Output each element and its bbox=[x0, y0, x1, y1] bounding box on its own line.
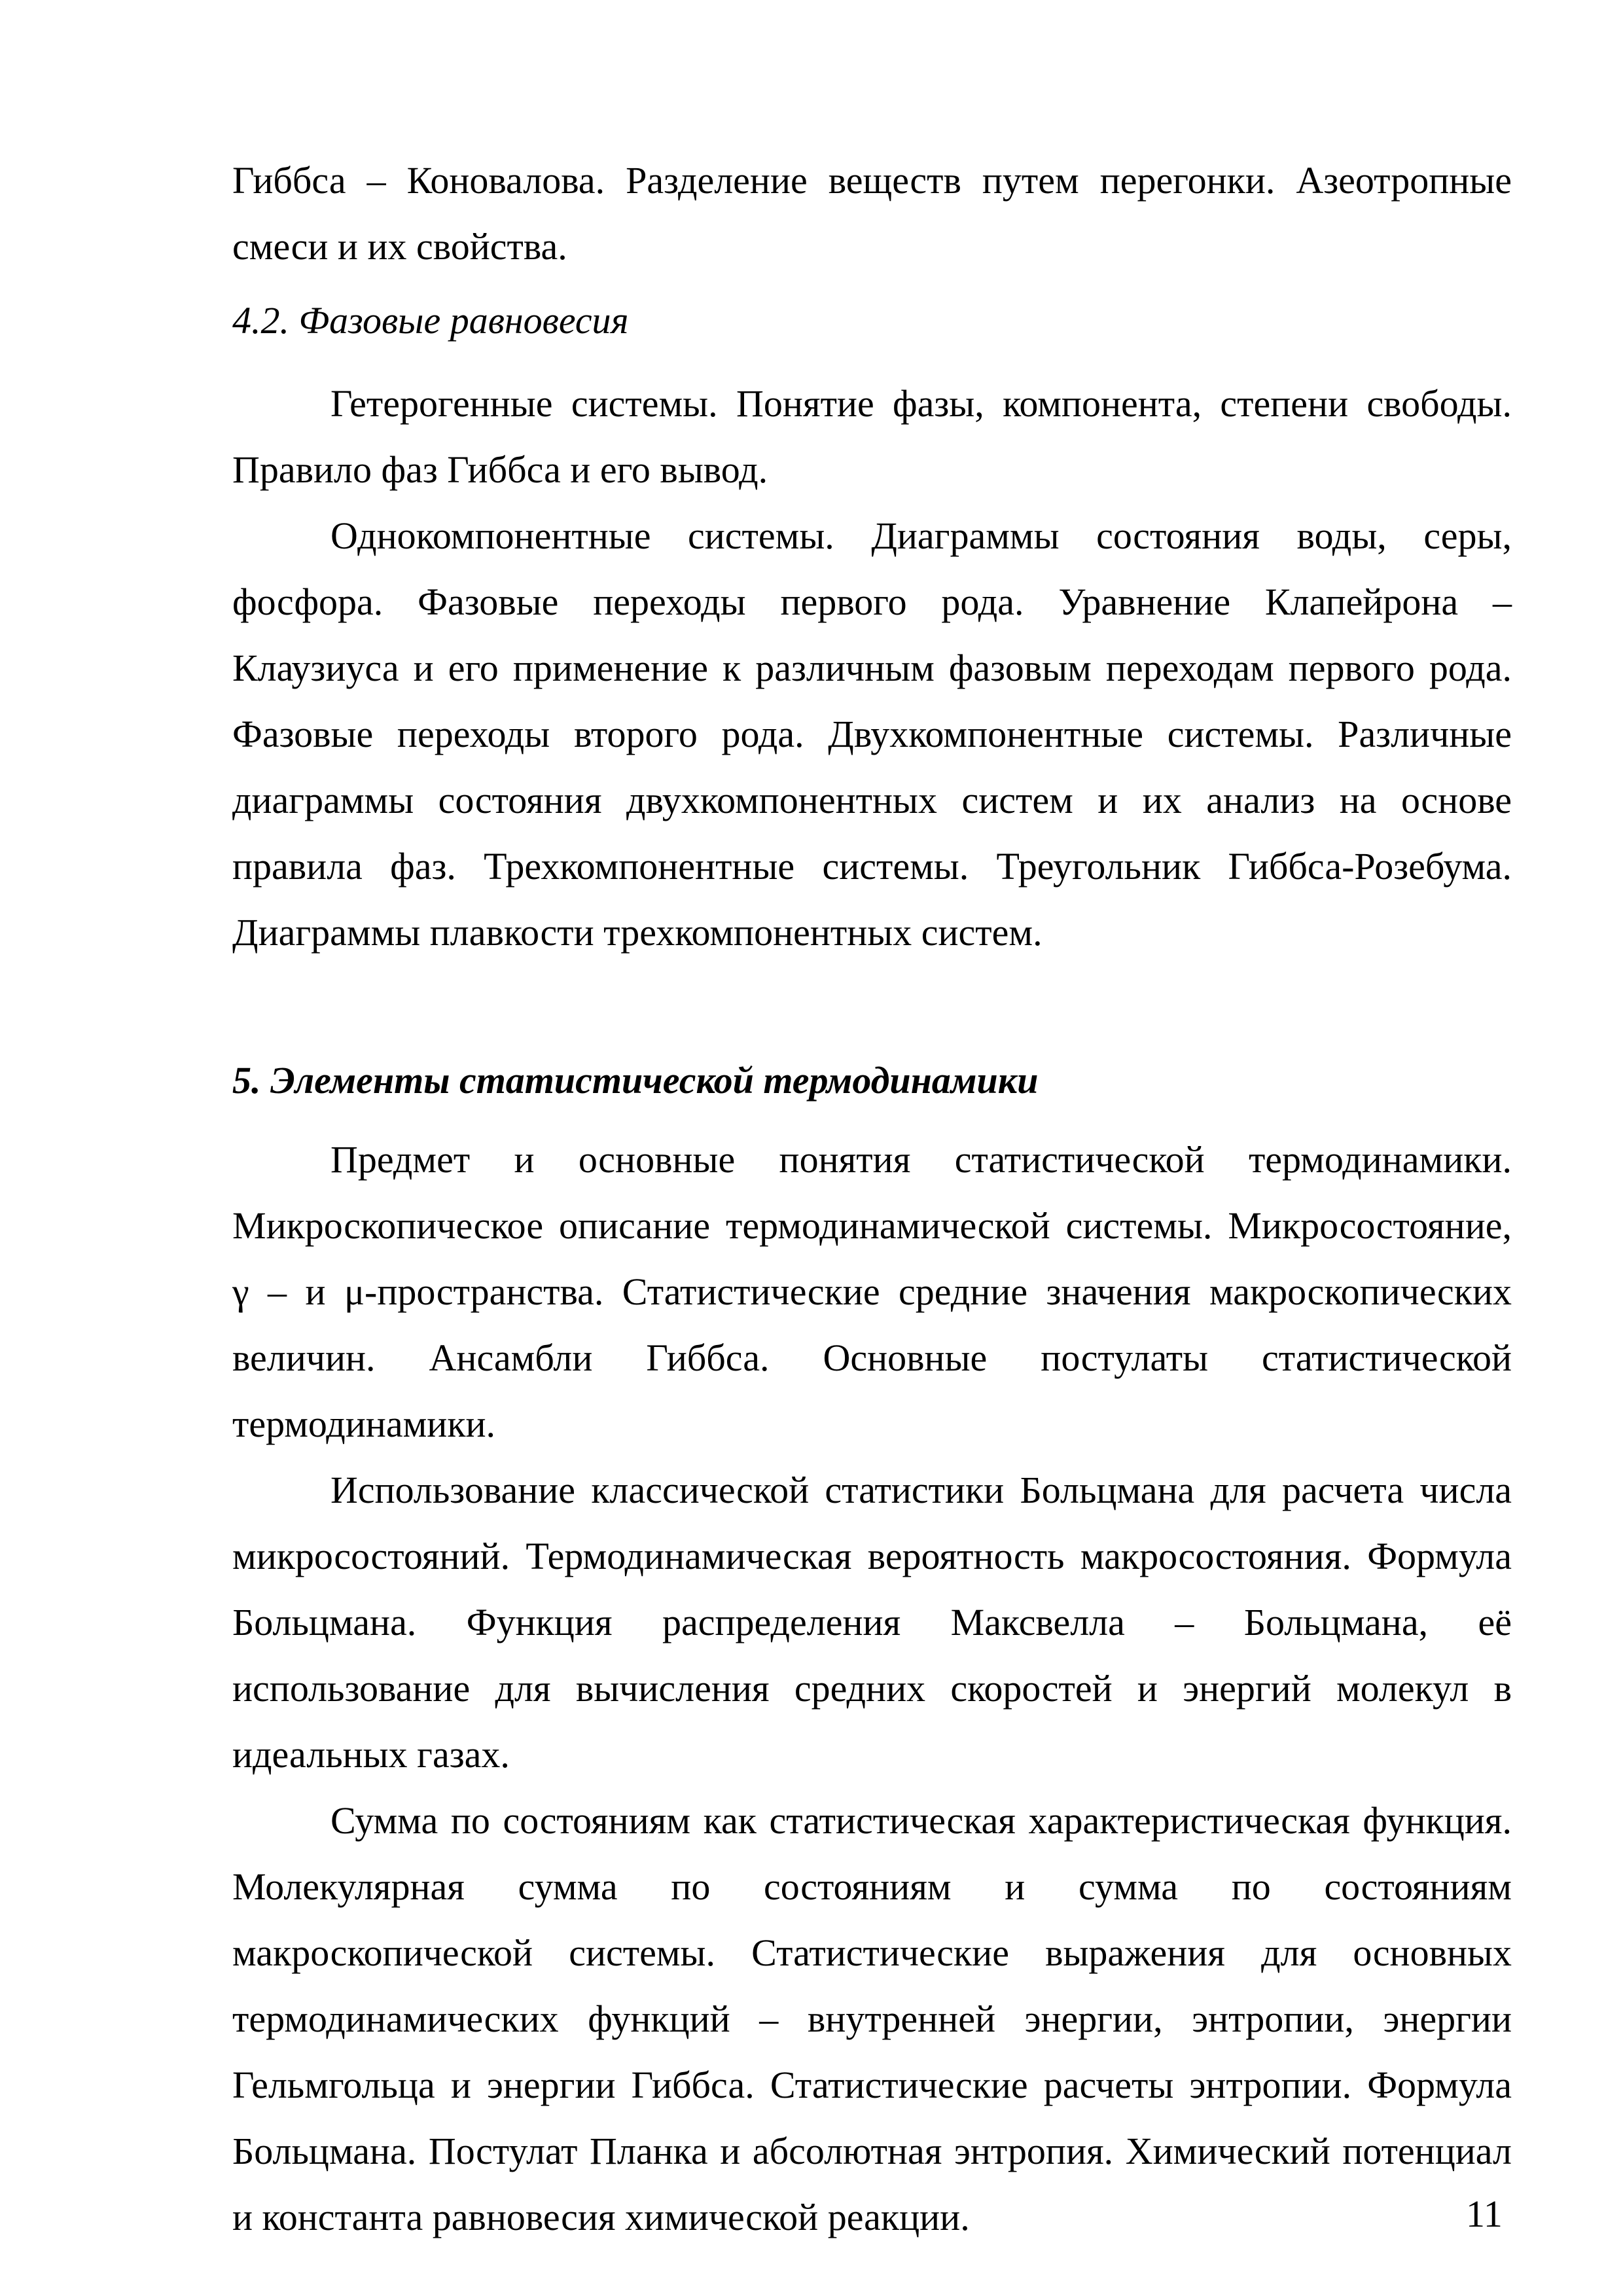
subsection-title: 4.2. Фазовые равновесия bbox=[232, 299, 629, 342]
paragraph-boltzmann-statistics: Использование классической статистики Больцмана для расчета числа микросостояний. Термодинамическая вероятность макросостояния. Формула Больцмана. Функция распределения Максвелла – Больцмана, её использование для вычисления средних скоростей и энергий молекул в идеальных газах. bbox=[232, 1469, 1512, 1776]
paragraph-one-component-systems: Однокомпонентные системы. Диаграммы состояния воды, серы, фосфора. Фазовые переходы первого рода. Уравнение Клапейрона – Клаузиуса и его применение к различным фазовым переходам первого рода. Фазовые переходы второго рода. Двухкомпонентные системы. Различные диаграммы состояния двухкомпонентных систем и их анализ на основе правила фаз. Трехкомпонентные системы. Треугольник Гиббса-Розебума. Диаграммы плавкости трехкомпонентных систем. bbox=[232, 514, 1512, 954]
section-title: 5. Элементы статистической термодинамики bbox=[232, 1059, 1039, 1102]
paragraph-partition-function: Сумма по состояниям как статистическая характеристическая функция. Молекулярная сумма по состояниям и сумма по состояниям макроскопической системы. Статистические выражения для основных термодинамических функций – внутренней энергии, энтропии, энергии Гельмгольца и энергии Гиббса. Статистические расчеты энтропии. Формула Больцмана. Постулат Планка и абсолютная энтропия. Химический потенциал и константа равновесия химической реакции. bbox=[232, 1799, 1512, 2238]
paragraph-statistical-basics: Предмет и основные понятия статистической термодинамики. Микроскопическое описание термодинамической системы. Микросостояние, γ – и μ-пространства. Статистические средние значения макроскопических величин. Ансамбли Гиббса. Основные постулаты статистической термодинамики. bbox=[232, 1138, 1512, 1445]
continuation-paragraph: Гиббса – Коновалова. Разделение веществ путем перегонки. Азеотропные смеси и их свойства. bbox=[232, 159, 1512, 268]
paragraph-heterogeneous-systems: Гетерогенные системы. Понятие фазы, компонента, степени свободы. Правило фаз Гиббса и его вывод. bbox=[232, 382, 1512, 491]
page-number: 11 bbox=[1466, 2193, 1503, 2235]
page-body bbox=[232, 147, 1512, 2250]
